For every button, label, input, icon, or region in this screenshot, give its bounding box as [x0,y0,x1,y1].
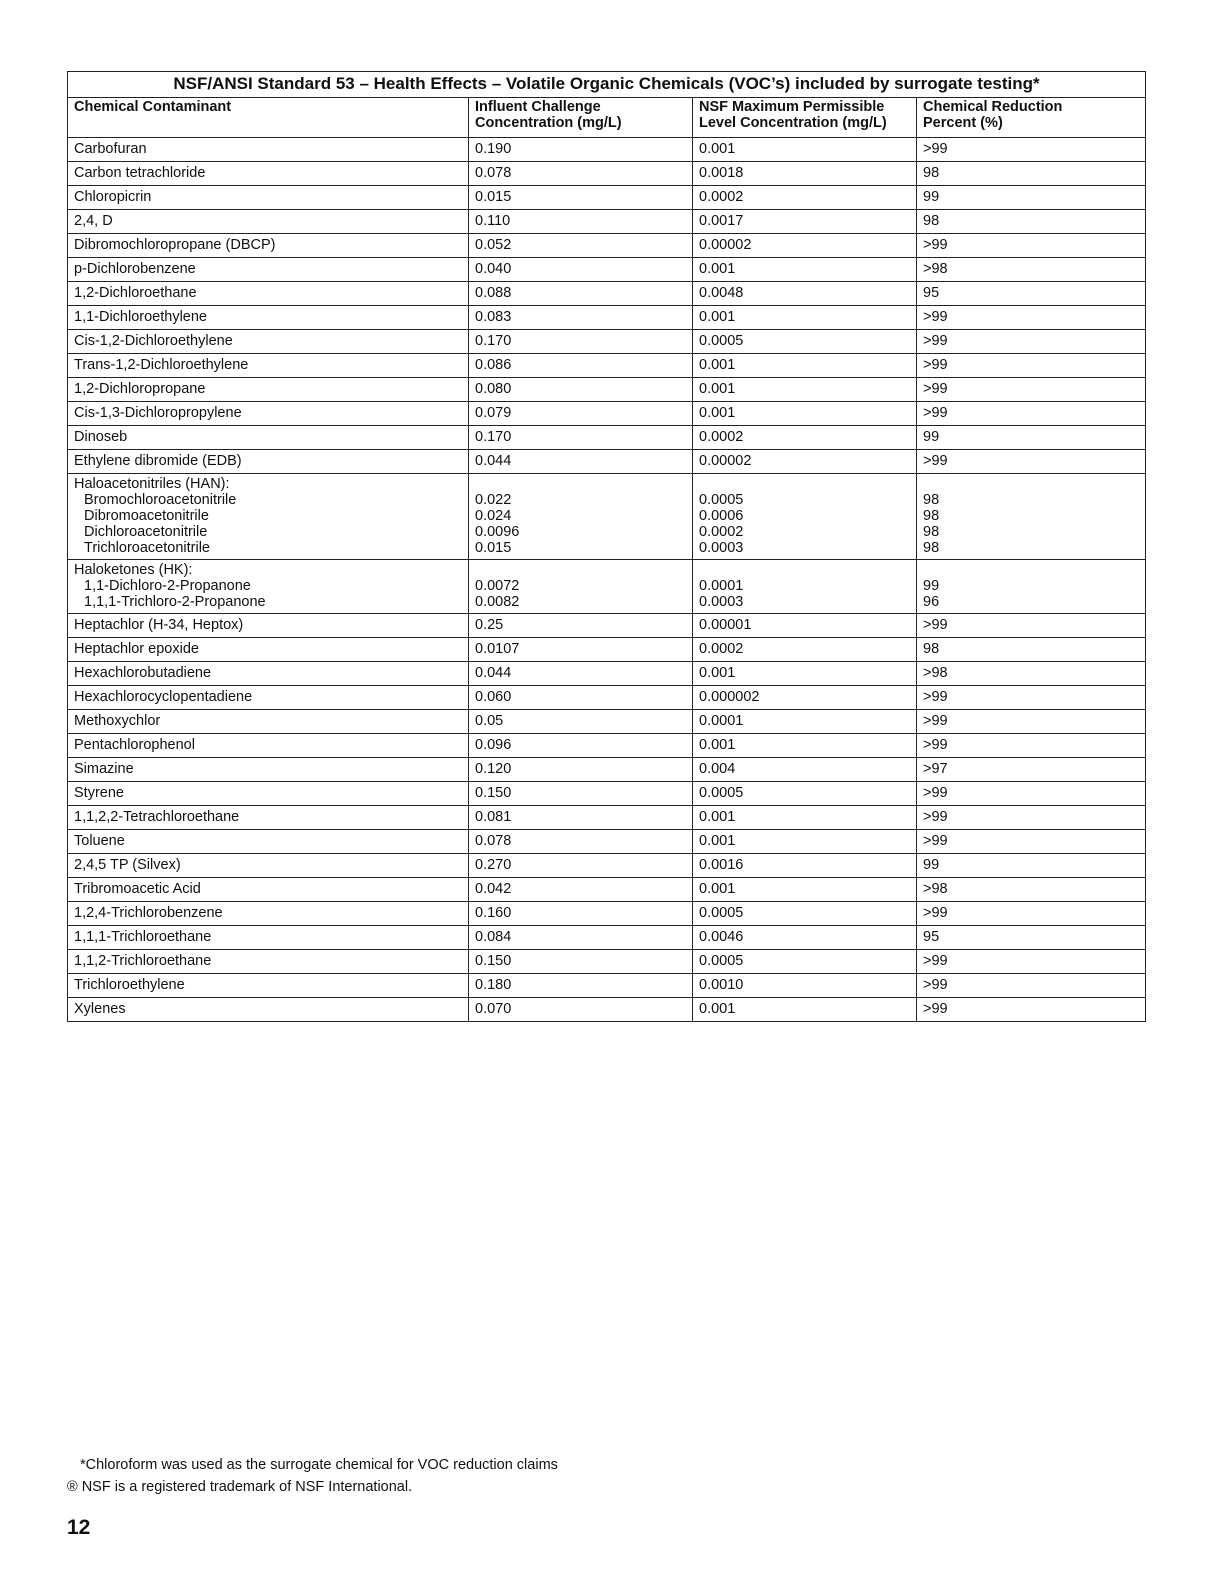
table-cell: >99 [917,806,1146,830]
table-cell: >99 [917,234,1146,258]
table-cell: 0.170 [469,330,693,354]
table-cell: Hexachlorocyclopentadiene [68,686,469,710]
table-cell: 0.0001 [693,710,917,734]
table-title: NSF/ANSI Standard 53 – Health Effects – Volatile Organic Chemicals (VOC’s) included by surrogate testing* [68,72,1146,98]
table-cell: 0.001 [693,402,917,426]
table-cell [68,474,469,560]
table-cell: Styrene [68,782,469,806]
table-cell: 0.015 [469,186,693,210]
table-row [68,950,1146,974]
table-cell: 1,1,1-Trichloroethane [68,926,469,950]
column-header [693,98,917,138]
sub-item-value: 0.0096 [475,524,520,540]
table-cell: 0.044 [469,662,693,686]
table-cell: 0.190 [469,138,693,162]
sub-item-value: 0.0003 [699,594,744,610]
table-cell: 0.042 [469,878,693,902]
table-cell: 0.270 [469,854,693,878]
voc-reduction-table [67,71,1146,1022]
table-cell: 0.080 [469,378,693,402]
table-cell: 98 [917,210,1146,234]
table-row [68,878,1146,902]
table-cell: 0.001 [693,258,917,282]
table-cell: >99 [917,710,1146,734]
table-row [68,378,1146,402]
spacer [923,476,1139,492]
table-cell: 0.170 [469,426,693,450]
table-cell: 0.001 [693,138,917,162]
table-cell: 0.001 [693,830,917,854]
header-row [68,98,1146,138]
sub-item-name: 1,1-Dichloro-2-Propanone [84,578,251,594]
table-cell: >99 [917,378,1146,402]
table-row [68,902,1146,926]
table-cell: 0.00001 [693,614,917,638]
table-cell: 99 [917,854,1146,878]
table-cell: 0.0048 [693,282,917,306]
table-cell: 0.160 [469,902,693,926]
table-row [68,138,1146,162]
sub-item-value: 0.0003 [699,540,744,556]
table-cell: 0.180 [469,974,693,998]
table-cell: 0.078 [469,162,693,186]
table-cell: 0.001 [693,806,917,830]
table-cell: 0.096 [469,734,693,758]
table-row [68,426,1146,450]
table-row [68,854,1146,878]
table-row [68,354,1146,378]
table-cell: Cis-1,3-Dichloropropylene [68,402,469,426]
sub-item-name: Dichloroacetonitrile [84,524,208,540]
table-cell: 1,2,4-Trichlorobenzene [68,902,469,926]
sub-item-value: 0.0002 [699,524,744,540]
sub-item-value: 98 [923,508,940,524]
table-cell: >99 [917,974,1146,998]
sub-item-value: 0.0001 [699,578,744,594]
table-cell: Cis-1,2-Dichloroethylene [68,330,469,354]
table-cell: >99 [917,902,1146,926]
group-row-hk [68,560,1146,614]
table-cell: 0.0107 [469,638,693,662]
table-cell: Dinoseb [68,426,469,450]
table-cell: Carbofuran [68,138,469,162]
table-cell: Trans-1,2-Dichloroethylene [68,354,469,378]
table-cell: >99 [917,450,1146,474]
table-cell: 95 [917,282,1146,306]
table-cell: 0.110 [469,210,693,234]
table-cell: 98 [917,638,1146,662]
footnote-trademark: ® NSF is a registered trademark of NSF International. [67,1479,413,1495]
table-cell: 0.001 [693,998,917,1022]
table-cell: Tribromoacetic Acid [68,878,469,902]
sub-item-value: 0.015 [475,540,512,556]
sub-item-value: 0.024 [475,508,512,524]
table-row [68,282,1146,306]
table-cell: 0.00002 [693,450,917,474]
table-cell: 0.0018 [693,162,917,186]
table-cell: >99 [917,614,1146,638]
table-cell: Carbon tetrachloride [68,162,469,186]
table-cell [693,560,917,614]
header-line: Level Concentration (mg/L) [699,115,887,131]
table-row [68,162,1146,186]
table-cell: p-Dichlorobenzene [68,258,469,282]
group-label: Haloacetonitriles (HAN): [74,476,230,492]
header-line: Influent Challenge [475,99,601,115]
table-cell: 0.150 [469,782,693,806]
table-cell: 98 [917,162,1146,186]
table-cell: 0.001 [693,306,917,330]
table-cell: >98 [917,878,1146,902]
sub-item-value: 0.022 [475,492,512,508]
table-cell: 0.001 [693,662,917,686]
table-cell: 0.001 [693,354,917,378]
table-row [68,450,1146,474]
table-cell: 1,2-Dichloroethane [68,282,469,306]
table-row [68,258,1146,282]
table-cell: 0.0005 [693,950,917,974]
table-cell: 0.00002 [693,234,917,258]
table-cell: 0.060 [469,686,693,710]
table-cell: 95 [917,926,1146,950]
table-cell: 0.079 [469,402,693,426]
table-cell: 0.083 [469,306,693,330]
group-row-han [68,474,1146,560]
table-row [68,758,1146,782]
table-row [68,306,1146,330]
table-row [68,186,1146,210]
table-row [68,734,1146,758]
table-row [68,998,1146,1022]
page-number: 12 [67,1516,91,1539]
sub-item-value: 0.0005 [699,492,744,508]
table-cell: >98 [917,662,1146,686]
sub-item-value: 99 [923,578,940,594]
footnote-surrogate: *Chloroform was used as the surrogate chemical for VOC reduction claims [80,1457,558,1473]
table-cell [68,560,469,614]
table-cell: 0.0005 [693,902,917,926]
table-row [68,926,1146,950]
table-cell: 0.070 [469,998,693,1022]
table-cell: 0.088 [469,282,693,306]
table-cell: 0.05 [469,710,693,734]
table-cell: 0.001 [693,734,917,758]
column-header [469,98,693,138]
sub-item-value: 96 [923,594,940,610]
sub-item-name: Dibromoacetonitrile [84,508,209,524]
table-row [68,782,1146,806]
table-cell: 0.0010 [693,974,917,998]
table-cell: 0.086 [469,354,693,378]
table-cell: 0.081 [469,806,693,830]
table-cell: Dibromochloropropane (DBCP) [68,234,469,258]
table-cell: >99 [917,950,1146,974]
table-cell: 99 [917,186,1146,210]
table-cell: 0.120 [469,758,693,782]
sub-item-value: 0.0072 [475,578,520,594]
table-cell: Heptachlor (H-34, Heptox) [68,614,469,638]
table-cell [693,474,917,560]
table-cell: >99 [917,734,1146,758]
sub-item-value: 0.0006 [699,508,744,524]
table-row [68,210,1146,234]
table-body [68,138,1146,1022]
table-cell: 0.0046 [693,926,917,950]
spacer [699,476,910,492]
table-cell: 0.001 [693,878,917,902]
table-cell: Chloropicrin [68,186,469,210]
column-header: Chemical Contaminant [68,98,469,138]
table-row [68,614,1146,638]
sub-item-name: 1,1,1-Trichloro-2-Propanone [84,594,266,610]
spacer [923,562,1139,578]
table-cell: >99 [917,998,1146,1022]
table-cell: 0.040 [469,258,693,282]
header-line: NSF Maximum Permissible [699,99,885,115]
spacer [475,476,686,492]
header-line: Chemical Reduction [923,99,1063,115]
table-cell: 1,1,2,2-Tetrachloroethane [68,806,469,830]
column-header [917,98,1146,138]
table-cell: Trichloroethylene [68,974,469,998]
table-cell: 0.004 [693,758,917,782]
table-cell: >99 [917,354,1146,378]
table-cell: 0.052 [469,234,693,258]
table-cell: Toluene [68,830,469,854]
table-cell: >98 [917,258,1146,282]
table-row [68,686,1146,710]
table-cell [917,474,1146,560]
table-cell: 0.078 [469,830,693,854]
table-cell [917,560,1146,614]
table-cell: >99 [917,330,1146,354]
table-cell: 2,4, D [68,210,469,234]
table-cell: 0.150 [469,950,693,974]
table-cell: Xylenes [68,998,469,1022]
sub-item-name: Trichloroacetonitrile [84,540,210,556]
table-cell: 1,1,2-Trichloroethane [68,950,469,974]
table-row [68,662,1146,686]
table-row [68,402,1146,426]
table-row [68,830,1146,854]
table-cell: 0.0002 [693,426,917,450]
table-cell: Heptachlor epoxide [68,638,469,662]
table-row [68,234,1146,258]
sub-item-value: 0.0082 [475,594,520,610]
table-cell: >97 [917,758,1146,782]
table-cell: 0.001 [693,378,917,402]
table-row [68,638,1146,662]
table-cell: Ethylene dibromide (EDB) [68,450,469,474]
table-cell [469,474,693,560]
table-cell: Pentachlorophenol [68,734,469,758]
table-cell: 99 [917,426,1146,450]
header-line: Concentration (mg/L) [475,115,622,131]
spacer [475,562,686,578]
table-cell: 2,4,5 TP (Silvex) [68,854,469,878]
table-cell: Simazine [68,758,469,782]
table-cell: 0.0016 [693,854,917,878]
table-cell: >99 [917,306,1146,330]
table-cell: 0.084 [469,926,693,950]
table-row [68,710,1146,734]
table-cell: 0.044 [469,450,693,474]
sub-item-name: Bromochloroacetonitrile [84,492,237,508]
table-row [68,974,1146,998]
table-cell: 0.0005 [693,330,917,354]
table-cell: >99 [917,402,1146,426]
table-cell: Hexachlorobutadiene [68,662,469,686]
table-cell: 0.0005 [693,782,917,806]
table-cell [469,560,693,614]
table-cell: Methoxychlor [68,710,469,734]
table-cell: >99 [917,686,1146,710]
group-label: Haloketones (HK): [74,562,193,578]
table-cell: 0.25 [469,614,693,638]
table-cell: >99 [917,138,1146,162]
table-cell: 1,1-Dichloroethylene [68,306,469,330]
table-row [68,330,1146,354]
table-cell: 0.0017 [693,210,917,234]
sub-item-value: 98 [923,492,940,508]
table-cell: 0.0002 [693,638,917,662]
table-cell: 0.000002 [693,686,917,710]
table-cell: >99 [917,782,1146,806]
sub-item-value: 98 [923,540,940,556]
table-cell: 0.0002 [693,186,917,210]
spacer [699,562,910,578]
table-cell: 1,2-Dichloropropane [68,378,469,402]
table-cell: >99 [917,830,1146,854]
sub-item-value: 98 [923,524,940,540]
table-row [68,806,1146,830]
header-line: Percent (%) [923,115,1003,131]
